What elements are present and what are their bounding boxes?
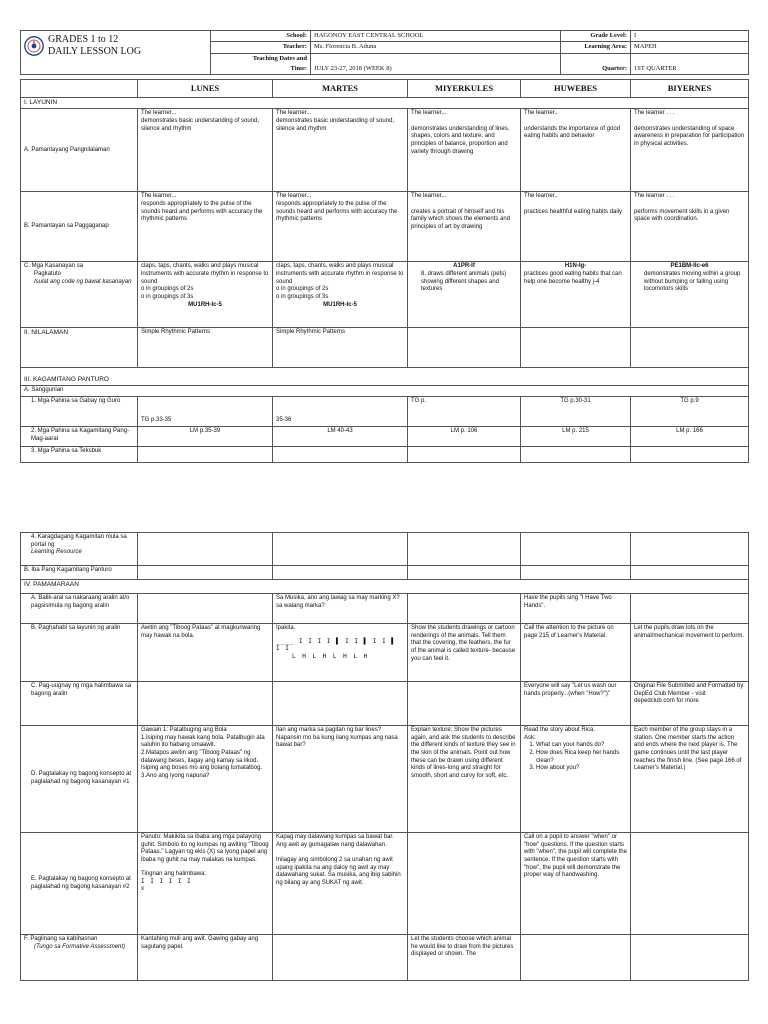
cell-r1-wed: TG p. (408, 397, 521, 427)
kasanayan-label-2: Pagkatuto (34, 271, 62, 278)
grade-label: Grade Level: (561, 31, 631, 42)
cell-b-wed: The learner... creates a portrait of himself and his family which shows the elements and principles of art by drawing (408, 192, 521, 262)
teacher-label: Teacher: (211, 42, 311, 53)
cell-pb-tue (273, 624, 408, 682)
list-item: 2. How does Rica keep her hands clean? (536, 750, 627, 765)
skill-text-mon: claps, taps, chants, walks and plays musical instruments with accurate rhythm in response to sound o in groupings of 2s o in groupings of 3s (141, 263, 269, 301)
cell-c-thu (521, 262, 631, 328)
pf-label-2: (Tungo sa Formative Assessment) (34, 943, 126, 950)
cell-c-fri (631, 262, 749, 328)
lr-label-2: Learning Resource (31, 549, 82, 556)
logo-title-cell (21, 31, 211, 75)
cell-nil-thu (521, 328, 631, 368)
pe-example-label: Tingnan ang halimbawa: (141, 870, 207, 877)
pd-thu-text: Read the story about Rica. Ask: (524, 727, 596, 741)
skill-text-thu (524, 271, 627, 286)
lesson-log-page-2 (20, 532, 748, 981)
cell-a-thu: The learner.. understands the importance of good eating habits and behavior (521, 109, 631, 192)
cell-pa-thu: Have the pupils sing "I Have Two Hands". (521, 594, 631, 624)
skill-code-fri: PE1BM-IIc-e6 (670, 263, 709, 270)
cell-r1-thu: TG p.30-31 (521, 397, 631, 427)
row-label-pamantayang-pangnilalaman: A. Pamantayang Pangnilalaman (21, 109, 138, 192)
cell-pb-fri: Let the pupils draw lots on the animal/mechanical movement to perform. (631, 624, 749, 682)
cell-pb-thu: Call the attention to the picture on page 215 of Learner's Material. (521, 624, 631, 682)
day-header-tue: MARTES (273, 80, 408, 98)
cell-b-thu: The learner.. practices healthful eating habits daily (521, 192, 631, 262)
cell-pe-fri (631, 833, 749, 935)
cell-a-fri: The learner . . . demonstrates understanding of space awareness in preparation for participation in physical activities. (631, 109, 749, 192)
skill-text-fri: demonstrates moving within a group without bumping or falling using locomotors skills (644, 271, 741, 293)
cell-pc-wed (408, 682, 521, 726)
cell-nil-wed (408, 328, 521, 368)
cell-pe-wed (408, 833, 521, 935)
cell-pf-thu (521, 935, 631, 981)
skill-text-wed: 8. draws different animals (pets) showing different shapes and textures (421, 271, 507, 293)
row-label-nilalaman: II. NILALAMAN (21, 328, 138, 368)
lesson-table-2 (20, 532, 749, 981)
cell-nil-mon: Simple Rhythmic Patterns (138, 328, 273, 368)
skill-code-thu-suffix: j-4 (592, 278, 600, 285)
row-label-paglinang (21, 935, 138, 981)
skill-code-thu: H1N-Ig- (564, 263, 587, 270)
row-label-pamantayan-sa-paggaganap: B. Pamantayan sa Paggaganap (21, 192, 138, 262)
dates-value: JULY 23-27, 2018 (WEEK 8) (311, 53, 561, 75)
skill-code-mon: MU1RH-Ic-5 (188, 301, 222, 308)
cell-pb-mon: Awitin ang "Tiboog Pataas" at magkunwaring may hawak na bola. (138, 624, 273, 682)
row-label-paghahabi: B. Paghahabi sa layunin ng aralin (21, 624, 138, 682)
header-table (20, 30, 749, 75)
cell-pe-thu: Call on a pupil to answer "when" or "how" questions. If the question starts with "when", the pupil will complete the sentence. If the question starts with "how", the pupil will demonstrate the proper way of handwashing. (521, 833, 631, 935)
row-label-teksbuk: 3. Mga Pahina sa Teksbuk (21, 447, 138, 463)
cell-a-wed: The learner... demonstrates understanding of lines, shapes, colors and texture, and principles of balance, proportion and variety through drawing (408, 109, 521, 192)
cell-pf-tue (273, 935, 408, 981)
title-line-1: GRADES 1 to 12 (48, 34, 119, 45)
cell-r2-wed: LM p. 106 (408, 427, 521, 447)
row-label-kasanayan (21, 262, 138, 328)
cell-c-wed (408, 262, 521, 328)
cell-r2-fri: LM p. 166 (631, 427, 749, 447)
cell-c-tue (273, 262, 408, 328)
section-layunin: I. LAYUNIN (21, 98, 749, 109)
cell-pe-mon (138, 833, 273, 935)
row-label-iba-pang-kagamitan: B. Iba Pang Kagamitang Panturo (21, 566, 138, 580)
pe-example-marks: I I I I I I (141, 878, 192, 886)
rhythm-pattern-bars: ____ I I I I ▌ I I ▌ I I ▌ I I (276, 637, 396, 653)
row-label-pang-mag-aaral: 2. Mga Pahina sa Kagamitang Pang-Mag-aaral (21, 427, 138, 447)
deped-seal-icon (24, 36, 44, 56)
dates-label-1: Teaching Dates and (211, 53, 311, 64)
cell-r1-fri: TG p.9 (631, 397, 749, 427)
cell-pd-wed: Explain texture: Show the pictures again, and ask the students to describe the different kinds of texture they see in the skin of the animals. Point out how these can be drawn using different kinds of lines-long and straight for smooth, short and curvy for soft, etc. (408, 726, 521, 833)
grade-value: I (631, 31, 749, 42)
skill-text-tue: claps, taps, chants, walks and plays musical instruments with accurate rhythm in response to sound o in groupings of 2s o in groupings of 3s (276, 263, 404, 301)
cell-r2-mon: LM p.35-39 (138, 427, 273, 447)
row-label-pag-uugnay: C. Pag-uugnay ng mga halimbawa sa bagong aralin (21, 682, 138, 726)
cell-pc-mon (138, 682, 273, 726)
cell-r1-tue: 35-36 (273, 397, 408, 427)
cell-pf-fri (631, 935, 749, 981)
skill-code-tue: MU1RH-Ic-5 (323, 301, 357, 308)
list-item: 3. How about you? (536, 765, 627, 773)
cell-r2-thu: LM p. 215 (521, 427, 631, 447)
quarter-value: 1ST QUARTER (631, 53, 749, 75)
lesson-table-1 (20, 79, 749, 463)
document-title (48, 34, 141, 57)
cell-a-tue: The learner... demonstrates basic understanding of sound, silence and rhythm (273, 109, 408, 192)
day-header-wed: MIYERKULES (408, 80, 521, 98)
cell-pd-mon: Gawain 1: Patalbuging ang Bola 1.Isiping may hawak kang bola. Patalbugin ata saluhin ito habang umaawit. 2.Matapos awitin ang "Tiboog Pataas" ng dalawang beses, ilagay ang kamay sa likod. Isiping ang boses mo ang bolang tumatalbog. 3.Ano ang iyong napuna? (138, 726, 273, 833)
cell-a-mon: The learner... demonstrates basic understanding of sound, silence and rhythm (138, 109, 273, 192)
cell-nil-tue: Simple Rhythmic Patterns (273, 328, 408, 368)
section-sanggunian: A. Sanggunian (21, 386, 749, 397)
cell-r2-tue: LM 40-43 (273, 427, 408, 447)
skill-text-thu-main: practices good eating habits that can help one become healthy (524, 271, 622, 285)
cell-pb-wed: Show the students drawings or cartoon renderings of the animals. Tell them that the covering, the feathers, the fur of the animal is called texture- because you can feel it. (408, 624, 521, 682)
pf-label-1: F. Paglinang sa kabihasnan (24, 936, 98, 942)
cell-pd-tue: Ilan ang marka sa pagitan ng bar lines? Napansin mo ba kung ilang kumpas ang nasa bawat bar? (273, 726, 408, 833)
row-label-learning-resource (21, 533, 138, 566)
kasanayan-label-3: Isulat ang code ng bawat kasanayan (34, 278, 132, 285)
cell-b-mon: The learner... responds appropriately to the pulse of the sounds heard and performs with accuracy the rhythmic patterns (138, 192, 273, 262)
lr-label-1: 4. Karagdagang Kagamitan mula sa portal ng (31, 534, 127, 548)
cell-pf-wed: Let the students choose which animal he would like to draw from the pictures displayed or shown. The (408, 935, 521, 981)
cell-pd-thu (521, 726, 631, 833)
pd-thu-questions (524, 742, 627, 773)
cell-pa-fri (631, 594, 749, 624)
lesson-log-page-1 (20, 30, 748, 463)
cell-r1-mon: TG p.33-35 (138, 397, 273, 427)
cell-nil-fri (631, 328, 749, 368)
kasanayan-label-1: C. Mga Kasanayan sa (24, 263, 84, 270)
cell-pc-fri: Original File Submitted and Formatted by DepEd Club Member - visit depedclub.com for more (631, 682, 749, 726)
cell-pc-thu: Everyone will say "Let us wash our hands properly...(when "How?")" (521, 682, 631, 726)
cell-pa-tue: Sa Musika, ano ang tawag sa may marking X? sa walang marka? (273, 594, 408, 624)
cell-pf-mon: Kantahing muli ang awit. Gawing gabay ang sagutang papel. (138, 935, 273, 981)
dates-label-2: Time: (211, 64, 311, 75)
teacher-value: Ms. Florencia B. Aduna (311, 42, 561, 53)
pe-mon-text: Panuto: Makikita sa ibaba ang mga patayong guhit. Simbolo ito ng kumpas ng awiting "Tiboog Pataas." Lagyan ng ekis (X) sa iyong papel ang ibaba ng guhit na may malakas na kumpas. (141, 834, 269, 864)
cell-pa-mon (138, 594, 273, 624)
cell-b-fri: The learner . . . performs movement skills in a given space with coordination. (631, 192, 749, 262)
school-label: School: (211, 31, 311, 42)
cell-pa-wed (408, 594, 521, 624)
row-label-pagtalakay-2: E. Pagtalakay ng bagong konsepto at paglalahad ng bagong kasanayan #2 (21, 833, 138, 935)
row-label-gabay-guro: 1. Mga Pahina sa Gabay ng Guro (21, 397, 138, 427)
skill-code-wed: A1PR-If (453, 263, 475, 270)
pe-example-x: x (141, 886, 144, 893)
row-label-balik-aral: A. Balik-aral sa nakaraang aralin at/o pagsisimula ng bagong aralin (21, 594, 138, 624)
cell-pc-tue (273, 682, 408, 726)
area-label: Learning Area: (561, 42, 631, 53)
school-value: HAGONOY EAST CENTRAL SCHOOL (311, 31, 561, 42)
section-kagamitan: III. KAGAMITANG PANTURO (21, 368, 749, 386)
quarter-label: Quarter: (561, 53, 631, 75)
cell-pd-fri: Each member of the group stays in a station. One member starts the action and ends where the next player is. The game continues until the last player reaches the finish line. (See page 166 of Learner's Material.) (631, 726, 749, 833)
list-item: 1. What can your hands do? (536, 742, 627, 750)
cell-pe-tue: Kapag may dalawang kumpas sa bawat bar. Ang awit ay gumagalaw nang dalawahan. Iniiagay ang simbolong 2 sa unahan ng awit upang ipakita na ang daloy ng awit ay may dalawahang sukat. Sa musika, ang ibig sabihin ng bilang ay ang SUKAT ng awit. (273, 833, 408, 935)
section-pamamaraan: IV. PAMAMARAAN (21, 580, 749, 594)
pb-tue-text: Ipakita. (276, 625, 296, 631)
cell-b-tue: The learner... responds appropriately to the pulse of the sounds heard and performs with accuracy the rhythmic patterns (273, 192, 408, 262)
day-header-fri: BIYERNES (631, 80, 749, 98)
day-header-thu: HUWEBES (521, 80, 631, 98)
area-value: MAPEH (631, 42, 749, 53)
title-line-2: DAILY LESSON LOG (48, 45, 142, 57)
day-header-mon: LUNES (138, 80, 273, 98)
row-label-pagtalakay-1: D. Pagtalakay ng bagong konsepto at paglalahad ng bagong kasanayan #1 (21, 726, 138, 833)
rhythm-pattern-labels: L H L H L H L H (292, 653, 369, 661)
cell-c-mon (138, 262, 273, 328)
